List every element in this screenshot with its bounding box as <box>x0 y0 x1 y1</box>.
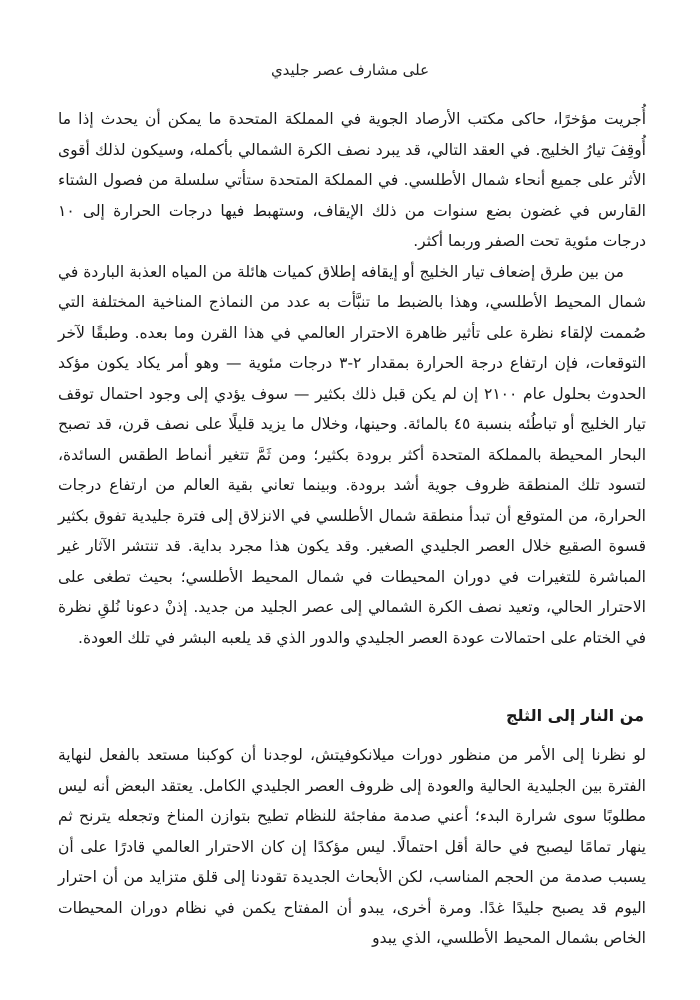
section-text <box>58 740 646 954</box>
body-text <box>58 104 646 653</box>
paragraph-2: من بين طرق إضعاف تيار الخليج أو إيقافه إطلاق كميات هائلة من المياه العذبة الباردة في شمال المحيط الأطلسي، وهذا بالضبط ما تنبَّأت به عدد من النماذج المناخية المختلفة التي صُممت لإلقاء نظرة على تأثير ظاهرة الاحترار العالمي في هذا القرن وما بعده. وطبقًا لآخر التوقعات، فإن ارتفاع درجة الحرارة بمقدار ٢-٣ درجات مئوية — وهو أمر يكاد يكون مؤكد الحدوث بحلول عام ٢١٠٠ إن لم يكن قبل ذلك بكثير — سوف يؤدي إلى وجود احتمال توقف تيار الخليج أو تباطُئه بنسبة ٤٥ بالمائة. وحينها، وخلال ما يزيد قليلًا على نصف قرن، قد تصبح البحار المحيطة بالمملكة المتحدة أكثر برودة بكثير؛ ومن ثَمَّ تتغير أنماط الطقس السائدة، لتسود تلك المنطقة ظروف جوية أشد برودة. وبينما تعاني بقية العالم من ارتفاع درجات الحرارة، من المتوقع أن تبدأ منطقة شمال الأطلسي في الانزلاق إلى فترة جليدية تفوق بكثير قسوة الصقيع خلال العصر الجليدي الصغير. وقد يكون هذا مجرد بداية. قد تنتشر الآثار غير المباشرة للتغيرات في دوران المحيطات في شمال المحيط الأطلسي؛ بحيث تطغى على الاحترار الحالي، وتعيد نصف الكرة الشمالي إلى عصر الجليد من جديد. إذنْ دعونا نُلقِ نظرة في الختام على احتمالات عودة العصر الجليدي والدور الذي قد يلعبه البشر في تلك العودة. <box>58 262 647 647</box>
running-header: على مشارف عصر جليدي <box>270 61 430 79</box>
section-paragraph: لو نظرنا إلى الأمر من منظور دورات ميلانكوفيتش، لوجدنا أن كوكبنا مستعد بالفعل لنهاية الفترة بين الجليدية الحالية والعودة إلى ظروف العصر الجليدي الكامل. يعتقد البعض أنه ليس مطلوبًا سوى شرارة البدء؛ أعني صدمة مفاجئة للنظام تطيح بتوازن المناخ وتجعله يترنح ثم ينهار تمامًا ليصبح في حالة أقل احتمالًا. ليس مؤكدًا إن كان الاحترار العالمي قادرًا على أن يسبب صدمة من الحجم المناسب، لكن الأبحاث الجديدة تقودنا إلى قلق متزايد من أن احترار اليوم قد يصبح جليدًا غدًا. ومرة أخرى، يبدو أن المفتاح يكمن في نظام دوران المحيطات الخاص بشمال المحيط الأطلسي، الذي يبدو <box>58 746 646 947</box>
section-heading: من النار إلى الثلج <box>505 706 644 725</box>
paragraph-1: أُجريت مؤخرًا، حاكى مكتب الأرصاد الجوية في المملكة المتحدة ما يمكن أن يحدث إذا ما أُوقِفَ تيارُ الخليج. في العقد التالي، قد يبرد نصف الكرة الشمالي بأكمله، وسيكون لذلك أقوى الأثر على جميع أنحاء شمال الأطلسي. في المملكة المتحدة ستأتي سلسلة من فصول الشتاء القارس في غضون بضع سنوات من ذلك الإيقاف، وستهبط فيها درجات الحرارة إلى ١٠ درجات مئوية تحت الصفر وربما أكثر. <box>58 110 646 250</box>
